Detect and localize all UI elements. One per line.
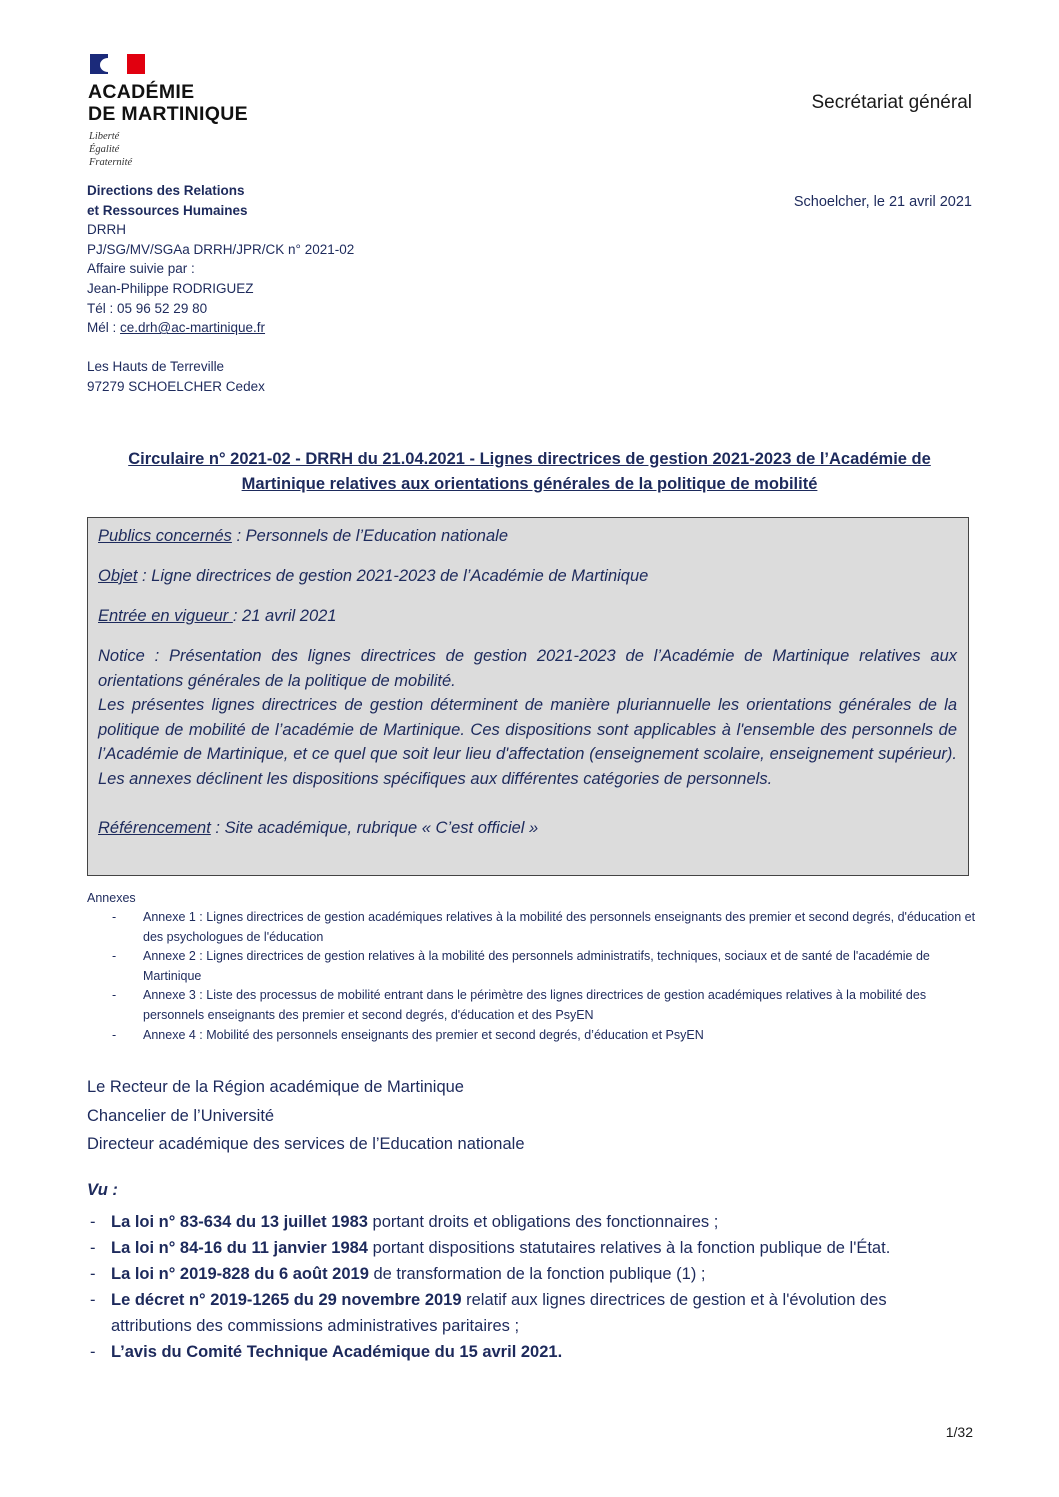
list-item: - La loi n° 84-16 du 11 janvier 1984 portant dispositions statutaires relatives à la fonction publique de l'État. bbox=[90, 1239, 891, 1257]
motto-liberte: Liberté bbox=[89, 131, 120, 142]
sender-followed-by: Affaire suivie par : bbox=[87, 261, 195, 277]
list-item: - Le décret n° 2019-1265 du 29 novembre 2019 relatif aux lignes directrices de gestion et à l'évolution des attributions des commissions administratives paritaires ; bbox=[90, 1291, 887, 1335]
republic-flag-logo bbox=[90, 54, 145, 74]
sender-drrh: DRRH bbox=[87, 222, 126, 238]
list-item: - La loi n° 83-634 du 13 juillet 1983 portant droits et obligations des fonctionnaires ; bbox=[90, 1213, 719, 1231]
motto-egalite: Égalité bbox=[89, 144, 120, 155]
objet-line: Objet : Ligne directrices de gestion 2021-2023 de l’Académie de Martinique bbox=[98, 567, 649, 585]
logo-academie: ACADÉMIE bbox=[88, 81, 195, 103]
circular-title: Circulaire n° 2021-02 - DRRH du 21.04.2021 - Lignes directrices de gestion 2021-2023 de l’Académie de Martinique relatives aux orientations générales de la politique de mobilité bbox=[128, 450, 931, 493]
sender-phone: Tél : 05 96 52 29 80 bbox=[87, 300, 208, 316]
entree-line: Entrée en vigueur : 21 avril 2021 bbox=[98, 607, 337, 625]
list-item: - Annexe 1 : Lignes directrices de gestion académiques relatives à la mobilité des personnels enseignants des premier et second degrés, d'éducation et des psychologues de l'éducation bbox=[112, 910, 976, 944]
vu-list bbox=[87, 1209, 967, 1365]
sender-reference: PJ/SG/MV/SGAa DRRH/JPR/CK n° 2021-02 bbox=[87, 241, 355, 257]
sender-address-1: Les Hauts de Terreville bbox=[87, 359, 225, 375]
email-link[interactable]: ce.drh@ac-martinique.fr bbox=[120, 320, 266, 336]
vu-heading: Vu : bbox=[87, 1181, 118, 1199]
annexes-list bbox=[87, 908, 977, 1045]
notice-paragraph: Les présentes lignes directrices de gestion déterminent de manière pluriannuelle les orientations générales de la politique de mobilité de l’académie de Martinique. Ces dispositions sont applicables à l'ensemble des personnels de l’Académie de Martinique, et ce quel que soit leur lieu d'affectation (enseignement scolaire, enseignement supérieur). Les annexes déclinent les dispositions spécifiques aux différentes catégories de personnels. bbox=[98, 696, 957, 788]
sender-email-line: Mél : ce.drh@ac-martinique.fr bbox=[87, 320, 266, 336]
sender-name: Jean-Philippe RODRIGUEZ bbox=[87, 280, 254, 296]
referencement-line: Référencement : Site académique, rubrique « C’est officiel » bbox=[98, 819, 539, 837]
list-item: - Annexe 3 : Liste des processus de mobilité entrant dans le périmètre des lignes directrices de gestion académiques relatives à la mobilité des personnels enseignants des premier et second degrés, d'éducation et des PsyEN bbox=[112, 988, 927, 1022]
notice-line: Notice : Présentation des lignes directrices de gestion 2021-2023 de l’Académie de Martinique relatives aux orientations générales de la politique de mobilité. bbox=[98, 647, 957, 690]
list-item: - L’avis du Comité Technique Académique du 15 avril 2021. bbox=[90, 1343, 563, 1361]
secretariat-general: Secrétariat général bbox=[811, 92, 972, 113]
publics-line: Publics concernés : Personnels de l’Education nationale bbox=[98, 527, 509, 545]
page-number: 1/32 bbox=[945, 1424, 973, 1440]
sender-direction-2: et Ressources Humaines bbox=[87, 202, 248, 218]
letter-date: Schoelcher, le 21 avril 2021 bbox=[793, 194, 972, 210]
list-item: - La loi n° 2019-828 du 6 août 2019 de transformation de la fonction publique (1) ; bbox=[90, 1265, 706, 1283]
list-item: - Annexe 4 : Mobilité des personnels enseignants des premier et second degrés, d’éducation et PsyEN bbox=[112, 1027, 704, 1042]
sender-direction: Directions des Relations bbox=[87, 183, 245, 198]
motto-fraternite: Fraternité bbox=[89, 157, 133, 168]
sender-address-2: 97279 SCHOELCHER Cedex bbox=[87, 378, 265, 394]
sender-block bbox=[87, 181, 354, 397]
annexes-heading: Annexes bbox=[87, 891, 136, 905]
list-item: - Annexe 2 : Lignes directrices de gestion relatives à la mobilité des personnels administratifs, techniques, sociaux et de santé de l'académie de Martinique bbox=[112, 949, 930, 983]
summary-box bbox=[87, 517, 969, 876]
logo-martinique: DE MARTINIQUE bbox=[88, 103, 248, 125]
rector-block: Le Recteur de la Région académique de Martinique Chancelier de l’Université Directeur académique des services de l’Education nationale bbox=[87, 1078, 525, 1153]
